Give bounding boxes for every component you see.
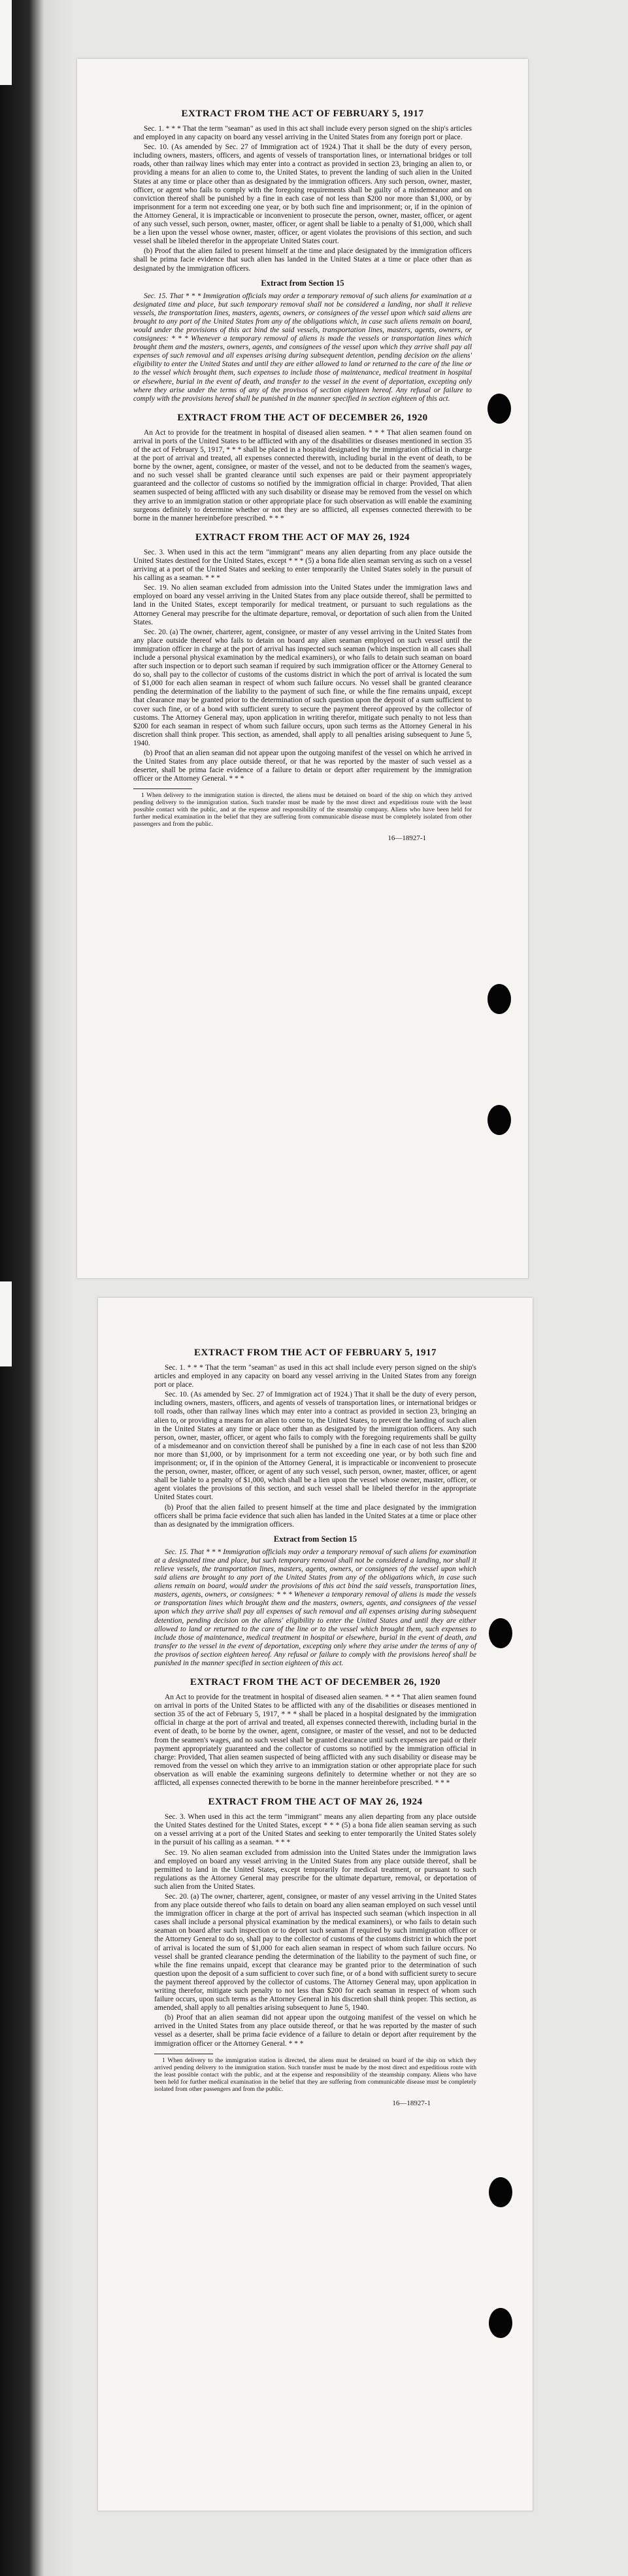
document-section: [133, 413, 472, 523]
document-page-1: [77, 59, 528, 1278]
section-title: EXTRACT FROM THE ACT OF FEBRUARY 5, 1917: [194, 1347, 437, 1358]
footnote: 1 When delivery to the immigration station is directed, the aliens must be detained on board of the ship on which they arrived pending delivery to the immigration station. Such transfer must be made by the most direct and expeditious route with the least possible contact with the public, and at the expense and responsibility of the steamship company. Aliens who have been held for further medical examination in the belief that they are suffering from communicable disease must be completely isolated from other passengers and from the public.: [154, 2056, 476, 2093]
section-paragraph: Sec. 19. No alien seaman excluded from admission into the United States under the immigration laws and employed on board any vessel arriving in the United States from any place outside thereof, shall be permitted to land in the United States, except temporarily for medical treatment, or pursuant to such regulations as the Attorney General may prescribe for the ultimate departure, removal, or deportation of such alien from the United States.: [154, 1848, 476, 1891]
section-paragraph: (b) Proof that the alien failed to present himself at the time and place designated by the immigration officers shall be prima facie evidence that such alien has landed in the United States at a time or place other than as designated by the immigration officers.: [154, 1503, 476, 1529]
document-section: [154, 1677, 476, 1788]
strip-tab: [0, 0, 12, 85]
section-paragraph: Sec. 15. That * * * Immigration officials may order a temporary removal of such aliens for examination at a designated time and place, but such temporary removal shall not be considered a landing, nor shall it relieve vessels, the transportation lines, masters, agents, owners, or consignees of the vessel upon which said aliens are brought to any port of the United States from any of the obligations which, in case such aliens remain on board, would under the provisions of this act bind the said vessels, transportation lines, masters, agents, owners, or consignees: * * * Whenever a temporary removal of aliens is made the vessels or transportation lines which brought them and the masters, owners, agents, and consignees of the vessel upon which they arrive shall pay all expenses of such removal and all expenses arising during subsequent detention, pending decision on the aliens' eligibility to enter the United States and until they are either allowed to land or returned to the care of the line or to the vessel which brought them, such expenses to include those of maintenance, medical treatment in hospital or elsewhere, burial in the event of death, and transfer to the vessel in the event of deportation, excepting only where they arise under the terms of any of the provisos of section eighteen hereof. Any refusal or failure to comply with the provisions hereof shall be punished in the manner specified in section eighteen of this act.: [154, 1548, 476, 1667]
section-paragraph: Sec. 1. * * * That the term "seaman" as used in this act shall include every person signed on the ship's articles and employed in any capacity on board any vessel arriving in the United States from any foreign port or place.: [154, 1364, 476, 1389]
footnote: 1 When delivery to the immigration station is directed, the aliens must be detained on board of the ship on which they arrived pending delivery to the immigration station. Such transfer must be made by the most direct and expeditious route with the least possible contact with the public, and at the expense and responsibility of the steamship company. Aliens who have been held for further medical examination in the belief that they are suffering from communicable disease must be completely isolated from other passengers and from the public.: [133, 792, 472, 828]
strip-tab: [0, 1281, 12, 1366]
section-paragraph: Sec. 3. When used in this act the term "immigrant" means any alien departing from any place outside the United States destined for the United States, except * * * (5) a bona fide alien seaman serving as such on a vessel arriving at a port of the United States and seeking to enter temporarily the United States solely in the pursuit of his calling as a seaman. * * *: [154, 1813, 476, 1847]
section-title: EXTRACT FROM THE ACT OF MAY 26, 1924: [208, 1797, 423, 1808]
section-paragraph: (b) Proof that the alien failed to present himself at the time and place designated by the immigration officers shall be prima facie evidence that such alien has landed in the United States at a time or place other than as designated by the immigration officers.: [133, 247, 472, 273]
section-paragraph: (b) Proof that an alien seaman did not appear upon the outgoing manifest of the vessel on which he arrived in the United States from any place outside thereof, or that he was reported by the master of such vessel as a deserter, shall be prima facie evidence of a failure to detain or deport after requirement by the immigration officer or the Attorney General. * * *: [133, 749, 472, 783]
punch-hole: [488, 394, 511, 424]
section-paragraph: (b) Proof that an alien seaman did not appear upon the outgoing manifest of the vessel on which he arrived in the United States from any place outside thereof, or that he was reported by the master of such vessel as a deserter, shall be prima facie evidence of a failure to detain or deport after requirement by the immigration officer or the Attorney General. * * *: [154, 2014, 476, 2048]
punch-hole: [489, 2308, 512, 2338]
document-page-2: [98, 1298, 533, 2511]
section-title: EXTRACT FROM THE ACT OF FEBRUARY 5, 1917: [181, 109, 424, 119]
page-body: [154, 1347, 476, 2107]
section-title: EXTRACT FROM THE ACT OF MAY 26, 1924: [195, 532, 410, 543]
document-section: [133, 532, 472, 784]
document-section: [154, 1534, 476, 1668]
section-paragraph: Sec. 3. When used in this act the term "immigrant" means any alien departing from any place outside the United States destined for the United States, except * * * (5) a bona fide alien seaman serving as such on a vessel arriving at a port of the United States and seeking to enter temporarily the United States solely in the pursuit of his calling as a seaman. * * *: [133, 548, 472, 583]
section-paragraph: An Act to provide for the treatment in hospital of diseased alien seamen. * * * That alien seamen found on arrival in ports of the United States to be afflicted with any of the disabilities or diseases mentioned in section 35 of the act of February 5, 1917, * * * shall be placed in a hospital designated by the immigration official in charge at the port of arrival and treated, all expenses connected therewith, including burial in the event of death, to be borne by the owner, agent, consignee, or master of the vessel, and not to be deducted from the seamen's wages, and no such vessel shall be granted clearance until such expenses are paid or their payment appropriately guaranteed and the collector of customs so notified by the immigration official in charge: Provided, That alien seamen suspected of being afflicted with any such disability or disease may be removed from the vessel on which they arrive to an immigration station or other appropriate place for such observation as will enable the examining surgeons definitely to determine whether or not they are so afflicted, all expenses connected therewith to be borne in the manner hereinbefore prescribed. * * *: [133, 428, 472, 522]
punch-hole: [489, 1618, 512, 1648]
section-subtitle: Extract from Section 15: [261, 278, 344, 288]
document-section: [133, 109, 472, 273]
section-paragraph: Sec. 15. That * * * Immigration officials may order a temporary removal of such aliens for examination at a designated time and place, but such temporary removal shall not be considered a landing, nor shall it relieve vessels, the transportation lines, masters, agents, owners, or consignees of the vessel upon which said aliens are brought to any port of the United States from any of the obligations which, in case such aliens remain on board, would under the provisions of this act bind the said vessels, transportation lines, masters, agents, owners, or consignees: * * * Whenever a temporary removal of aliens is made the vessels or transportation lines which brought them and the masters, owners, agents, and consignees of the vessel upon which they arrive shall pay all expenses of such removal and all expenses arising during subsequent detention, pending decision on the aliens' eligibility to enter the United States and until they are either allowed to land or returned to the care of the line or to the vessel which brought them, such expenses to include those of maintenance, medical treatment in hospital or elsewhere, burial in the event of death, and transfer to the vessel in the event of deportation, excepting only where they arise under the terms of any of the provisos of section eighteen hereof. Any refusal or failure to comply with the provisions hereof shall be punished in the manner specified in section eighteen of this act.: [133, 292, 472, 403]
section-paragraph: Sec. 1. * * * That the term "seaman" as used in this act shall include every person signed on the ship's articles and employed in any capacity on board any vessel arriving in the United States from any foreign port or place.: [133, 125, 472, 142]
section-paragraph: Sec. 19. No alien seaman excluded from admission into the United States under the immigration laws and employed on board any vessel arriving in the United States from any place outside thereof, shall be permitted to land in the United States, except temporarily for medical treatment, or pursuant to such regulations as the Attorney General may prescribe for the ultimate departure, removal, or deportation of such alien from the United States.: [133, 584, 472, 626]
punch-hole: [488, 984, 511, 1014]
page-body: [133, 109, 472, 842]
section-subtitle: Extract from Section 15: [273, 1534, 357, 1544]
section-paragraph: Sec. 10. (As amended by Sec. 27 of Immigration act of 1924.) That it shall be the duty of every person, including owners, masters, officers, and agents of vessels of transportation lines, or international bridges or toll roads, other than railway lines which may enter into a contract as provided in section 23, bringing an alien to, or providing a means for an alien to come to, the United States, to prevent the landing of such alien in the United States at any time or place other than as designated by the immigration officers. Any such person, owner, master, officer, or agent who fails to comply with the foregoing requirements shall be guilty of a misdemeanor and on conviction thereof shall be punished by a fine in each case of not less than $200 nor more than $1,000, or by imprisonment for a term not exceeding one year, or by both such fine and imprisonment; or, if in the opinion of the Attorney General, it is impracticable or inconvenient to prosecute the person, owner, master, officer, or agent of any such vessel, such person, owner, master, officer, or agent shall be liable to a penalty of $1,000, which shall be a lien upon the vessel whose owner, master, officer, or agent violates the provisions of this section, and such vessel shall be libeled therefor in the appropriate United States court.: [133, 143, 472, 246]
section-paragraph: Sec. 20. (a) The owner, charterer, agent, consignee, or master of any vessel arriving in the United States from any place outside thereof who fails to detain on board any alien seaman employed on such vessel until the immigration officer in charge at the port of arrival has inspected such seaman (which inspection in all cases shall include a personal physical examination by the medical examiners), or who fails to detain such seaman on board after such inspection or to deport such seaman if required by such immigration officer or the Attorney General to do so, shall pay to the collector of customs of the customs district in which the port of arrival is located the sum of $1,000 for each alien seaman in respect of whom such failure occurs. No vessel shall be granted clearance pending the determination of the liability to the payment of such fine, or while the fine remains unpaid, except that clearance may be granted prior to the determination of such question upon the deposit of a sum sufficient to cover such fine, or of a bond with sufficient surety to secure the payment thereof approved by the collector of customs. The Attorney General may, upon application in writing therefor, mitigate such penalty to not less than $200 for each seaman in respect of whom such failure occurs, upon such terms as the Attorney General in his discretion shall think proper. This section, as amended, shall apply to all penalties arising subsequent to June 5, 1940.: [154, 1892, 476, 2012]
scanner-edge-strip: [0, 0, 73, 2576]
document-section: [133, 279, 472, 403]
footnote-rule: [133, 788, 192, 789]
section-paragraph: Sec. 20. (a) The owner, charterer, agent, consignee, or master of any vessel arriving in the United States from any place outside thereof who fails to detain on board any alien seaman employed on such vessel until the immigration officer in charge at the port of arrival has inspected such seaman (which inspection in all cases shall include a personal physical examination by the medical examiners), or who fails to detain such seaman on board after such inspection or to deport such seaman if required by such immigration officer or the Attorney General to do so, shall pay to the collector of customs of the customs district in which the port of arrival is located the sum of $1,000 for each alien seaman in respect of whom such failure occurs. No vessel shall be granted clearance pending the determination of the liability to the payment of such fine, or while the fine remains unpaid, except that clearance may be granted prior to the determination of such question upon the deposit of a sum sufficient to cover such fine, or of a bond with sufficient surety to secure the payment thereof approved by the collector of customs. The Attorney General may, upon application in writing therefor, mitigate such penalty to not less than $200 for each seaman in respect of whom such failure occurs, upon such terms as the Attorney General in his discretion shall think proper. This section, as amended, shall apply to all penalties arising subsequent to June 5, 1940.: [133, 628, 472, 747]
section-paragraph: An Act to provide for the treatment in hospital of diseased alien seamen. * * * That alien seamen found on arrival in ports of the United States to be afflicted with any of the disabilities or diseases mentioned in section 35 of the act of February 5, 1917, * * * shall be placed in a hospital designated by the immigration official in charge at the port of arrival and treated, all expenses connected therewith, including burial in the event of death, to be borne by the owner, agent, consignee, or master of the vessel, and not to be deducted from the seamen's wages, and no such vessel shall be granted clearance until such expenses are paid or their payment appropriately guaranteed and the collector of customs so notified by the immigration official in charge: Provided, That alien seamen suspected of being afflicted with any such disability or disease may be removed from the vessel on which they arrive to an immigration station or other appropriate place for such observation as will enable the examining surgeons definitely to determine whether or not they are so afflicted, all expenses connected therewith to be borne in the manner hereinbefore prescribed. * * *: [154, 1693, 476, 1788]
form-code: 16—18927-1: [388, 834, 426, 843]
punch-hole: [488, 1105, 511, 1135]
form-code: 16—18927-1: [392, 2099, 431, 2107]
section-paragraph: Sec. 10. (As amended by Sec. 27 of Immigration act of 1924.) That it shall be the duty of every person, including owners, masters, officers, and agents of vessels of transportation lines, or international bridges or toll roads, other than railway lines which may enter into a contract as provided in section 23, bringing an alien to, or providing a means for an alien to come to, the United States, to prevent the landing of such alien in the United States at any time or place other than as designated by the immigration officers. Any such person, owner, master, officer, or agent who fails to comply with the foregoing requirements shall be guilty of a misdemeanor and on conviction thereof shall be punished by a fine in each case of not less than $200 nor more than $1,000, or by imprisonment for a term not exceeding one year, or by both such fine and imprisonment; or, if in the opinion of the Attorney General, it is impracticable or inconvenient to prosecute the person, owner, master, officer, or agent of any such vessel, such person, owner, master, officer, or agent shall be liable to a penalty of $1,000, which shall be a lien upon the vessel whose owner, master, officer, or agent violates the provisions of this section, and such vessel shall be libeled therefor in the appropriate United States court.: [154, 1391, 476, 1502]
punch-hole: [489, 2177, 512, 2207]
section-title: EXTRACT FROM THE ACT OF DECEMBER 26, 1920: [177, 412, 428, 423]
document-section: [154, 1347, 476, 1529]
document-section: [154, 1797, 476, 2048]
section-title: EXTRACT FROM THE ACT OF DECEMBER 26, 1920: [190, 1677, 441, 1688]
